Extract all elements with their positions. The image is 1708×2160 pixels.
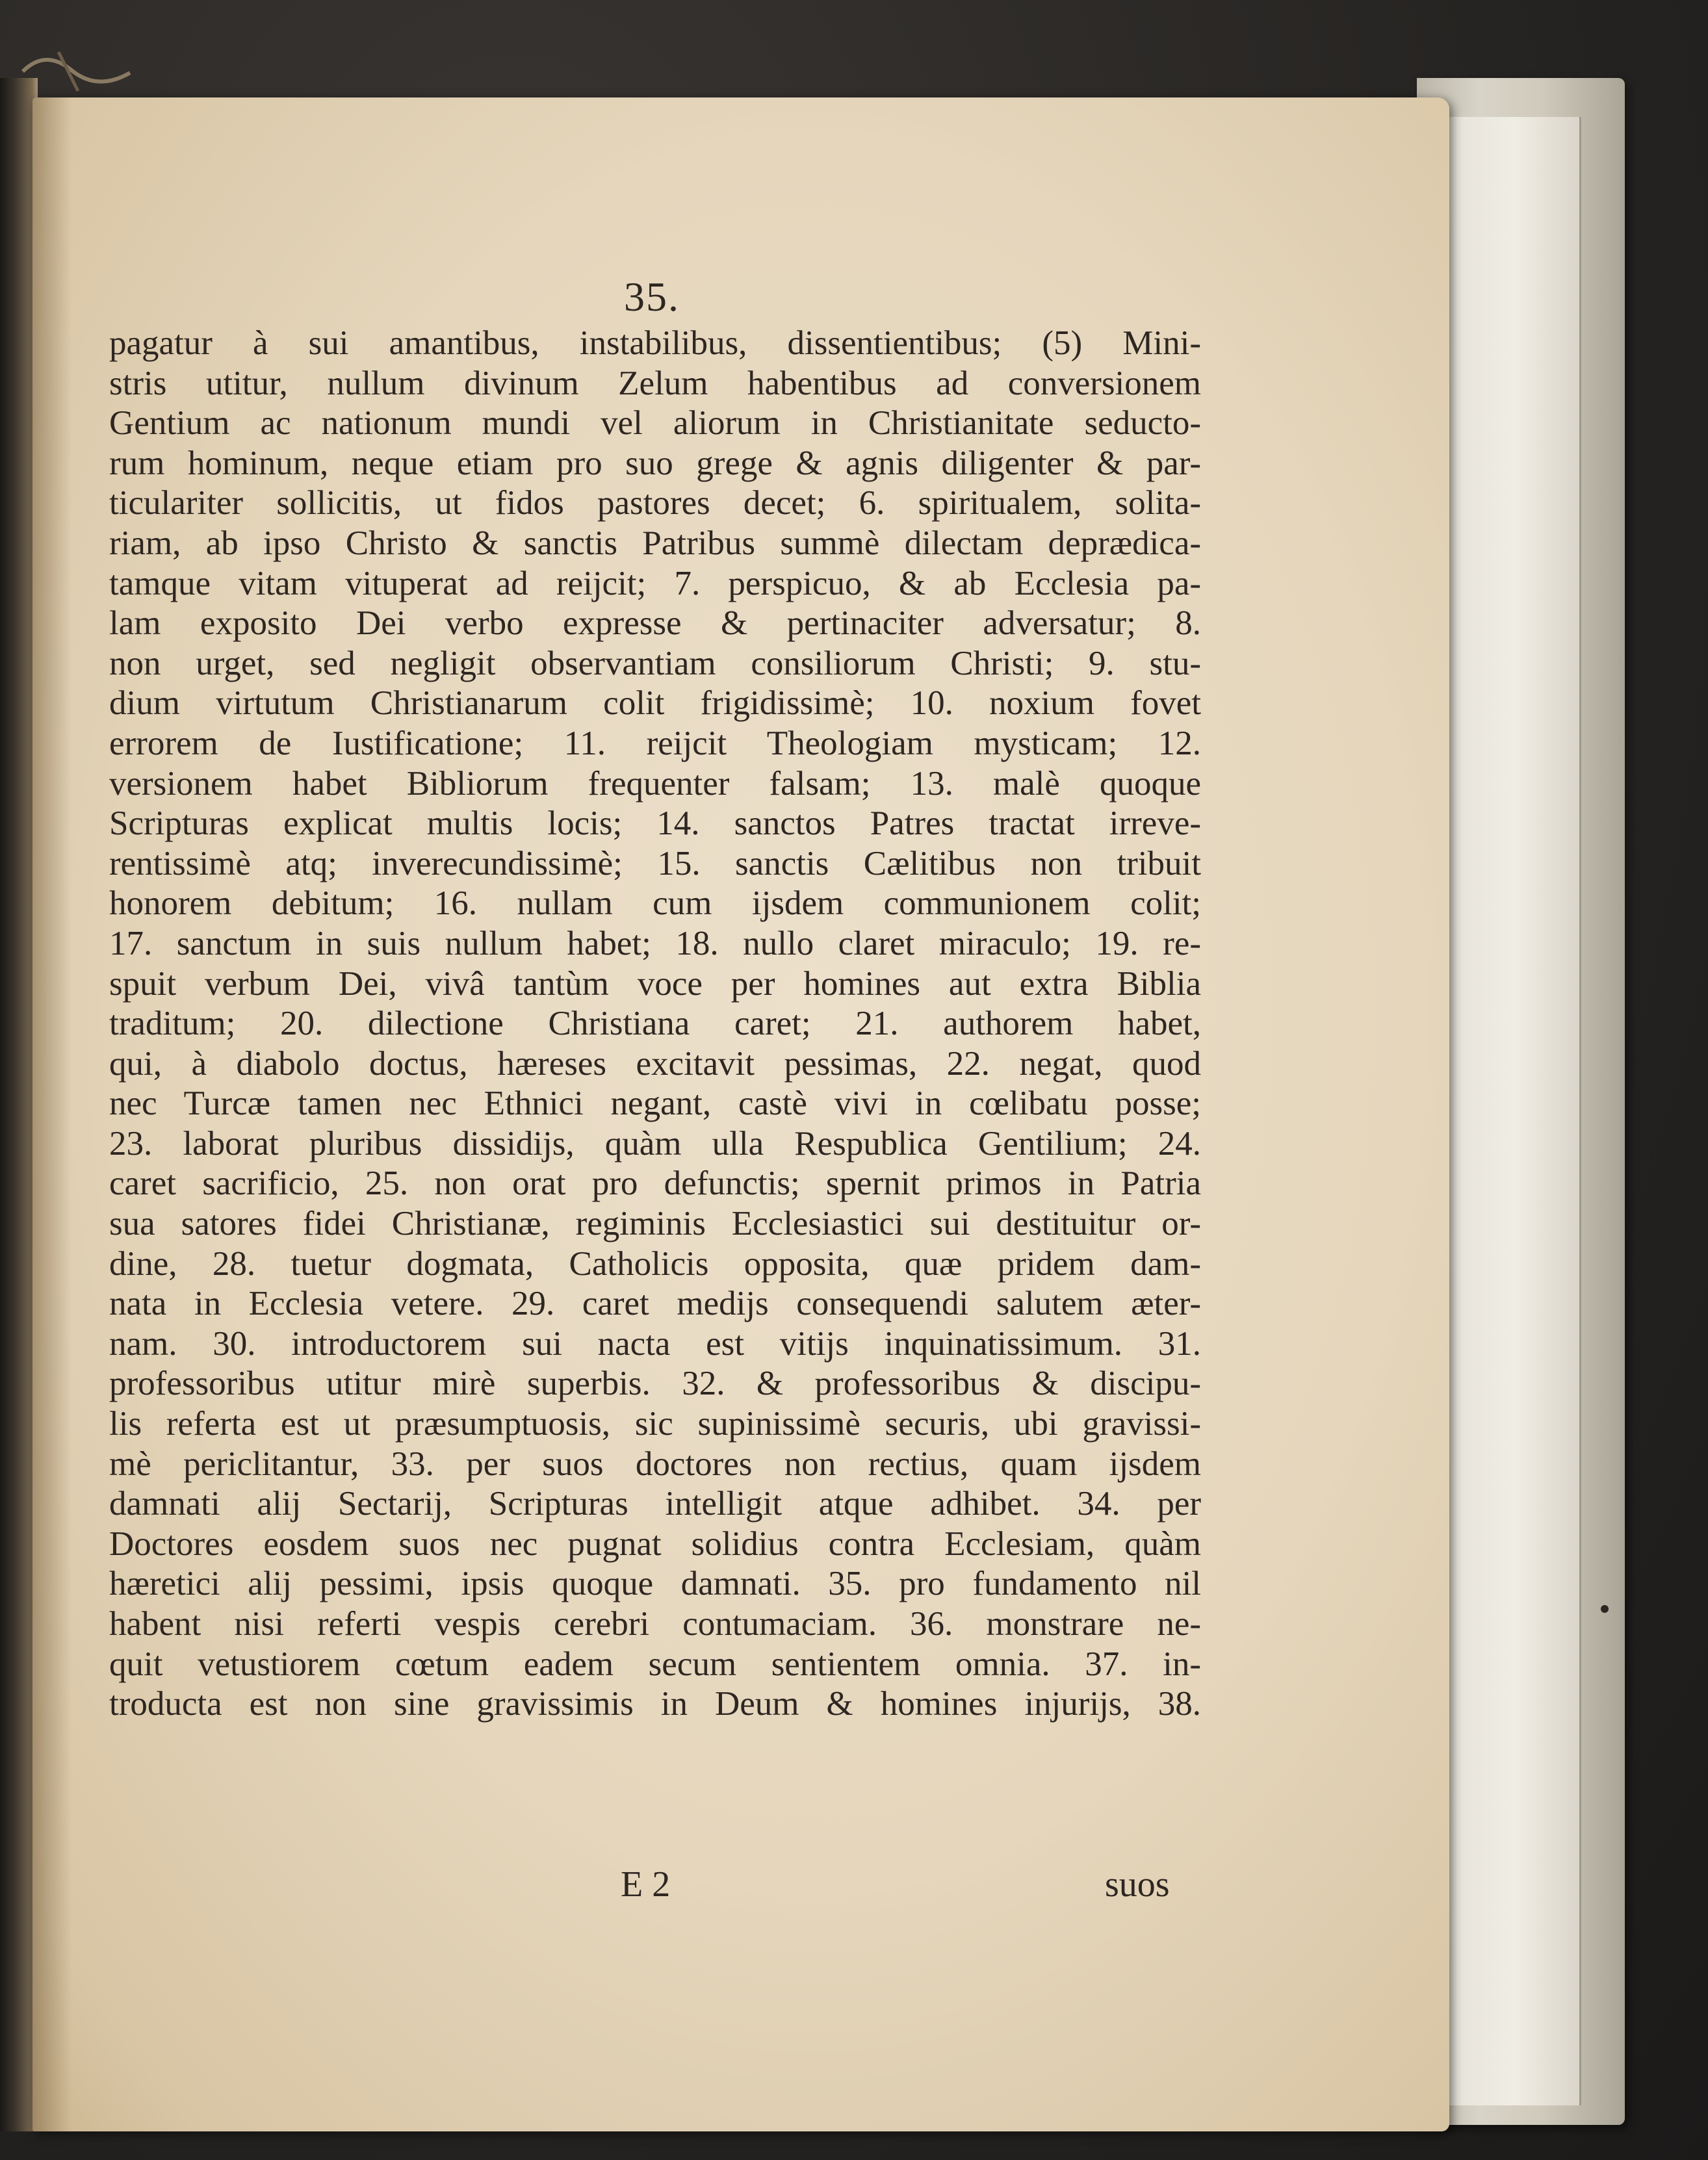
ribbon-clip-icon	[19, 45, 149, 97]
text-line: nata in Ecclesia vetere. 29. caret medijs consequendi salutem æter-	[109, 1285, 1201, 1323]
text-line: rentissimè atq; inverecundissimè; 15. sanctis Cælitibus non tribuit	[109, 844, 1201, 882]
body-text	[109, 324, 1201, 1725]
text-line: dium virtutum Christianarum colit frigidissimè; 10. noxium fovet	[109, 684, 1201, 723]
text-line: versionem habet Bibliorum frequenter falsam; 13. malè quoque	[109, 764, 1201, 803]
page-number: 35.	[624, 274, 680, 320]
text-line: ticulariter sollicitis, ut fidos pastores decet; 6. spiritualem, solita-	[109, 484, 1201, 522]
text-line: mè periclitantur, 33. per suos doctores non rectius, quam ijsdem	[109, 1445, 1201, 1483]
text-line: tamque vitam vituperat ad reijcit; 7. perspicuo, & ab Ecclesia pa-	[109, 564, 1201, 602]
text-line: Doctores eosdem suos nec pugnat solidius contra Ecclesiam, quàm	[109, 1524, 1201, 1563]
text-line: troducta est non sine gravissimis in Deum & homines injurijs, 38.	[109, 1685, 1201, 1723]
text-line: caret sacrificio, 25. non orat pro defunctis; spernit primos in Patria	[109, 1164, 1201, 1203]
text-line: habent nisi referti vespis cerebri contumaciam. 36. monstrare ne-	[109, 1605, 1201, 1643]
signature-mark: E 2	[621, 1864, 671, 1905]
text-line: nam. 30. introductorem sui nacta est vitijs inquinatissimum. 31.	[109, 1324, 1201, 1363]
text-line: traditum; 20. dilectione Christiana caret; 21. authorem habet,	[109, 1005, 1201, 1043]
catchword: suos	[1105, 1864, 1170, 1905]
text-line: 23. laborat pluribus dissidijs, quàm ulla Respublica Gentilium; 24.	[109, 1124, 1201, 1163]
page-stack-inner	[1449, 117, 1581, 2105]
text-line: non urget, sed negligit observantiam consiliorum Christi; 9. stu-	[109, 644, 1201, 682]
text-line: stris utitur, nullum divinum Zelum habentibus ad conversionem	[109, 364, 1201, 402]
text-line: sua satores fidei Christianæ, regiminis Ecclesiastici sui destituitur or-	[109, 1205, 1201, 1243]
text-line: rum hominum, neque etiam pro suo grege & agnis diligenter & par-	[109, 444, 1201, 482]
text-line: spuit verbum Dei, vivâ tantùm voce per homines aut extra Biblia	[109, 964, 1201, 1003]
text-line: professoribus utitur mirè superbis. 32. & professoribus & discipu-	[109, 1365, 1201, 1403]
text-line: Gentium ac nationum mundi vel aliorum in Christianitate seducto-	[109, 404, 1201, 443]
text-line: lam exposito Dei verbo expresse & pertinaciter adversatur; 8.	[109, 604, 1201, 643]
text-line: dine, 28. tuetur dogmata, Catholicis opposita, quæ pridem dam-	[109, 1244, 1201, 1283]
text-line: honorem debitum; 16. nullam cum ijsdem communionem colit;	[109, 884, 1201, 923]
stack-mark	[1601, 1605, 1609, 1613]
text-line: Scripturas explicat multis locis; 14. sanctos Patres tractat irreve-	[109, 804, 1201, 843]
text-line: pagatur à sui amantibus, instabilibus, dissentientibus; (5) Mini-	[109, 324, 1201, 362]
text-line: errorem de Iustificatione; 11. reijcit Theologiam mysticam; 12.	[109, 724, 1201, 762]
text-line: 17. sanctum in suis nullum habet; 18. nullo claret miraculo; 19. re-	[109, 924, 1201, 962]
text-line: lis referta est ut præsumptuosis, sic supinissimè securis, ubi gravissi-	[109, 1405, 1201, 1443]
text-line: riam, ab ipso Christo & sanctis Patribus summè dilectam deprædica-	[109, 524, 1201, 562]
text-line: damnati alij Sectarij, Scripturas intelligit atque adhibet. 34. per	[109, 1485, 1201, 1523]
text-line: nec Turcæ tamen nec Ethnici negant, castè vivi in cœlibatu posse;	[109, 1085, 1201, 1123]
text-line: hæretici alij pessimi, ipsis quoque damnati. 35. pro fundamento nil	[109, 1565, 1201, 1603]
text-line: qui, à diabolo doctus, hæreses excitavit pessimas, 22. negat, quod	[109, 1044, 1201, 1083]
page-gutter	[32, 97, 71, 2131]
text-line: quit vetustiorem cœtum eadem secum sentientem omnia. 37. in-	[109, 1645, 1201, 1683]
